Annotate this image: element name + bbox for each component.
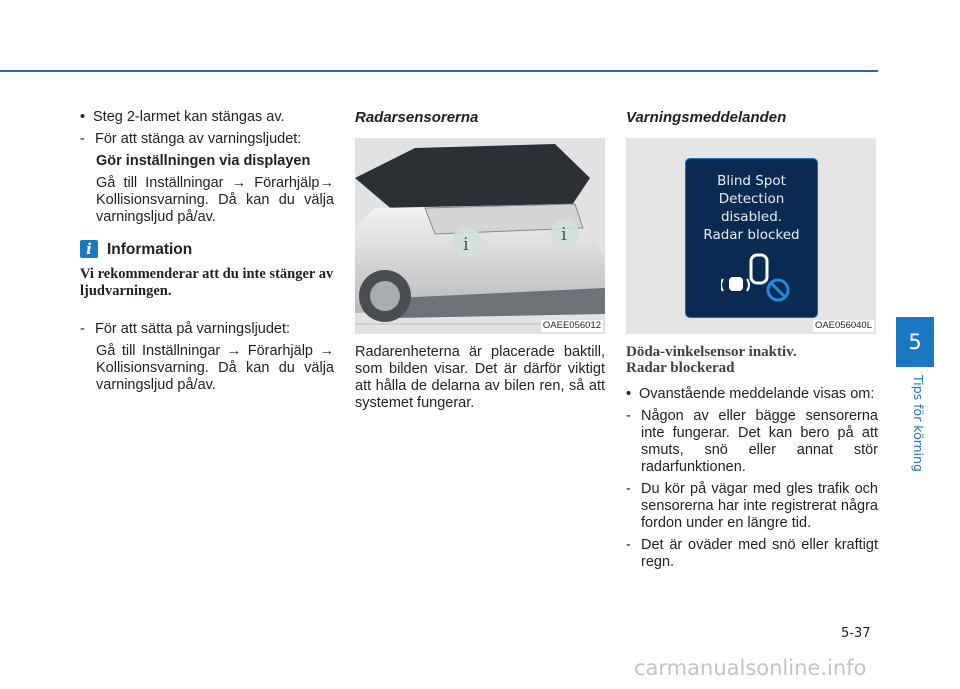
svg-text:i: i [463,234,469,255]
warning-line: Detection [718,191,785,207]
warning-message [686,172,817,244]
message-heading-line: Radar blockerad [626,360,735,376]
chapter-tab: 5 [896,317,934,367]
info-heading [80,240,334,258]
column-left [80,109,334,394]
message-heading [626,344,878,376]
info-title: Information [107,240,193,258]
car-rear-illustration [355,138,605,334]
column-middle [355,109,605,412]
prohibited-icon [766,278,790,302]
dash-item: - Du kör på vägar med gles trafik och sensorerna har inte registrerat några fordon under en längre tid. [626,481,878,532]
bullet-item: • Ovanstående meddelande visas om: [626,386,878,403]
setting-heading: Gör inställningen via displayen [96,153,311,169]
chapter-label: Tips för körning [911,375,926,472]
info-icon: i [80,240,98,258]
figure-code: OAEE056012 [542,320,601,331]
dash-item: - För att stänga av varningsljudet: [80,131,334,148]
watermark: carmanualsonline.info [634,656,867,680]
dash-item: - För att sätta på varningsljudet: [80,321,334,338]
column-right [626,109,878,571]
warning-display [685,158,818,318]
header-rule [0,70,878,72]
figure-code: OAE056040L [814,320,872,331]
section-title: Radarsensorerna [355,109,479,126]
body-text: Radarenheterna är placerade baktill, som bilden visar. Det är därför viktigt att hålla de delarna av bilen ren, så att systemet fungerar. [355,344,605,411]
bullet-item: • Steg 2-larmet kan stängas av. [80,109,334,126]
setting-text: Gå till Inställningar → Förarhjälp → Kollisionsvarning. Då kan du välja varningsljud på/av. [96,343,334,393]
warning-line: Radar blocked [703,227,800,243]
page-number: 5-37 [841,626,871,641]
setting-text: Gå till Inställningar → Förarhjälp→ Kollisionsvarning. Då kan du välja varningsljud på/av. [96,175,334,225]
warning-line: disabled. [720,209,783,225]
message-heading-line: Döda-vinkelsensor inaktiv. [626,344,797,360]
info-text: Vi rekommenderar att du inte stänger av ljudvarningen. [80,266,334,299]
dash-item: - Någon av eller bägge sensorerna inte fungerar. Det kan bero på att smuts, snö eller annat stör radarfunktionen. [626,408,878,476]
svg-text:i: i [561,224,567,245]
dash-item: - Det är oväder med snö eller kraftigt regn. [626,537,878,571]
car-rear-figure [355,138,605,334]
section-title: Varningsmeddelanden [626,109,787,126]
warning-line: Blind Spot [717,173,786,189]
warning-figure [626,138,876,334]
